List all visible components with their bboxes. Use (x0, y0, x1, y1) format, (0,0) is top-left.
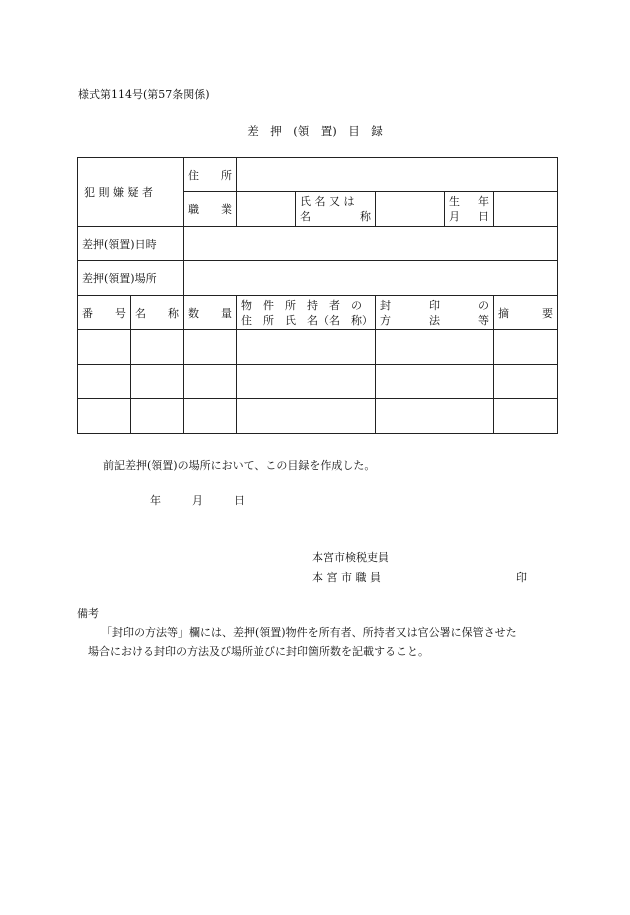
col-name-header: 名 称 (131, 296, 184, 330)
cell-seal-method[interactable] (376, 399, 494, 434)
col-remarks-header: 摘 要 (494, 296, 558, 330)
suspect-label: 犯 則 嫌 疑 者 (78, 158, 184, 227)
cell-number[interactable] (78, 365, 131, 399)
cell-owner[interactable] (237, 365, 376, 399)
col-number-header: 番 号 (78, 296, 131, 330)
cell-quantity[interactable] (184, 330, 237, 365)
seizure-place-field[interactable] (184, 261, 558, 296)
birthdate-label: 生 年 月 日 (445, 192, 494, 227)
col-seal-method-header: 封 印 の 方 法 等 (376, 296, 494, 330)
seizure-place-label: 差押(領置)場所 (78, 261, 184, 296)
date-line (150, 492, 245, 508)
col-owner-header: 物 件 所 持 者 の 住 所 氏 名（名 称） (237, 296, 376, 330)
cell-remarks[interactable] (494, 365, 558, 399)
cell-seal-method[interactable] (376, 330, 494, 365)
occupation-label: 職 業 (184, 192, 237, 227)
table-row (78, 365, 558, 399)
seal-mark: 印 (516, 571, 527, 584)
remarks-text-line-1: 「封印の方法等」欄には、差押(領置)物件を所有者、所持者又は官公署に保管させた (101, 626, 517, 639)
cell-owner[interactable] (237, 399, 376, 434)
signature-line-1: 本宮市検税吏員 (312, 551, 389, 564)
document-title: 差 押 (領 置) 目 録 (247, 124, 383, 138)
col-quantity-header: 数 量 (184, 296, 237, 330)
name-label: 氏 名 又 は 名 称 (296, 192, 376, 227)
cell-name[interactable] (131, 365, 184, 399)
date-day: 日 (234, 494, 245, 507)
cell-owner[interactable] (237, 330, 376, 365)
remarks-text-line-2: 場合における封印の方法及び場所並びに封印箇所数を記載すること。 (88, 645, 429, 658)
cell-name[interactable] (131, 399, 184, 434)
name-field[interactable] (376, 192, 445, 227)
remarks-heading: 備考 (77, 607, 99, 620)
inventory-table (77, 157, 558, 434)
table-row (78, 330, 558, 365)
cell-name[interactable] (131, 330, 184, 365)
occupation-field[interactable] (237, 192, 296, 227)
date-month: 月 (192, 494, 203, 507)
cell-seal-method[interactable] (376, 365, 494, 399)
signature-line-2: 本 宮 市 職 員 (312, 571, 381, 584)
table-row (78, 399, 558, 434)
statement-text: 前記差押(領置)の場所において、この目録を作成した。 (103, 459, 376, 472)
cell-number[interactable] (78, 399, 131, 434)
seizure-datetime-label: 差押(領置)日時 (78, 227, 184, 261)
cell-number[interactable] (78, 330, 131, 365)
birthdate-field[interactable] (494, 192, 558, 227)
address-label: 住 所 (184, 158, 237, 192)
cell-quantity[interactable] (184, 365, 237, 399)
cell-quantity[interactable] (184, 399, 237, 434)
form-number: 様式第114号(第57条関係) (78, 88, 210, 101)
seizure-datetime-field[interactable] (184, 227, 558, 261)
cell-remarks[interactable] (494, 330, 558, 365)
address-field[interactable] (237, 158, 558, 192)
cell-remarks[interactable] (494, 399, 558, 434)
date-year: 年 (150, 494, 161, 507)
